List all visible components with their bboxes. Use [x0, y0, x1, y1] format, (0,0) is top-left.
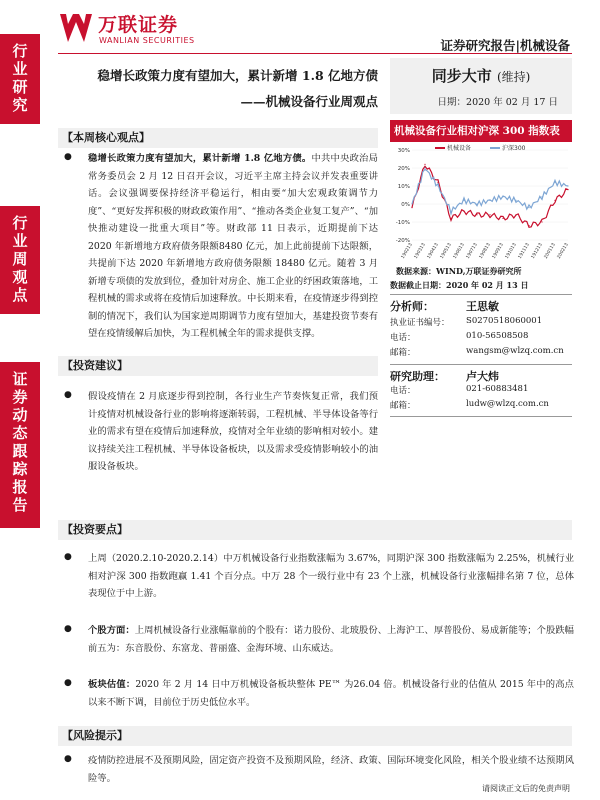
side-char: 告 — [12, 496, 28, 514]
chart-cutoff: 数据截止日期：2020 年 02 月 13 日 — [390, 280, 529, 290]
data-point — [489, 200, 490, 201]
rating-qualifier: (维持) — [496, 70, 531, 84]
points-paragraph-1: 上周（2020.2.10-2020.2.14）中万机械设备行业指数涨幅为 3.67%，同期沪深 300 指数涨幅为 2.25%，机械行业相对沪深 300 指数跑赢 1.41 个百分点。中万 28 个一级行业中有 23 个上涨，机械设备行业涨幅排名第 7 位，总体表现位于中上游。 — [88, 553, 574, 599]
divider — [390, 294, 572, 295]
side-char: 态 — [12, 424, 28, 442]
data-point — [515, 200, 516, 201]
data-point — [541, 196, 542, 197]
divider — [390, 416, 572, 417]
side-char: 业 — [12, 232, 28, 250]
email-value[interactable]: wangsm@wlzq.com.cn — [466, 346, 564, 356]
data-point — [437, 182, 438, 183]
side-char: 业 — [12, 60, 28, 78]
data-point — [463, 211, 464, 212]
section-advice-heading: 【投资建议】 — [58, 356, 378, 376]
series-line-machinery — [412, 166, 568, 227]
x-tick-label: 200213 — [556, 242, 570, 260]
x-tick-label: 191113 — [517, 242, 531, 260]
points-paragraph-3 — [88, 676, 574, 711]
x-tick-label: 191013 — [504, 242, 518, 260]
side-char: 观 — [12, 268, 28, 286]
data-point — [424, 167, 425, 168]
legend-label: 沪深300 — [502, 145, 526, 152]
bullet-icon: ● — [64, 390, 72, 400]
data-point — [502, 196, 503, 197]
email-label: 邮箱： — [390, 401, 416, 411]
x-tick-label: 190613 — [452, 242, 466, 260]
core-paragraph — [88, 150, 378, 343]
side-tab-industry-research — [0, 34, 40, 124]
series-line-csi300 — [412, 169, 568, 214]
data-point — [437, 185, 438, 186]
data-point — [554, 200, 555, 201]
chart-source: 数据来源：WIND,万联证券研究所 — [396, 266, 522, 276]
assistant-label: 研究助理： — [390, 370, 445, 383]
data-point — [424, 164, 425, 165]
data-point — [411, 207, 412, 208]
data-point — [476, 203, 477, 204]
bullet-icon: ● — [64, 754, 72, 764]
side-char: 行 — [12, 214, 28, 232]
data-point — [476, 214, 477, 215]
y-tick-label: 30% — [397, 148, 410, 154]
side-char: 踪 — [12, 460, 28, 478]
points-text-3: 2020 年 2 月 14 日中万机械设备板块整体 PE™ 为26.04 倍。机械设备行业的估值从 2015 年中的高点以来不断下调，目前位于历史低位水平。 — [88, 679, 574, 708]
x-tick-label: 190813 — [478, 242, 492, 260]
section-core-heading: 【本周核心观点】 — [58, 128, 378, 148]
logo-en-text: WANLIAN SECURITIES — [99, 36, 195, 45]
rating — [390, 65, 572, 86]
report-type: 证券研究报告|机械设备 — [440, 38, 570, 53]
risk-paragraph: 疫情防控进展不及预期风险，固定资产投资不及预期风险，经济、政策、国际环境变化风险，相关个股业绩不达预期风险等。 — [88, 755, 574, 784]
x-tick-label: 190713 — [465, 242, 479, 260]
logo-cn-text: 万联证券 — [98, 14, 179, 36]
data-point — [450, 211, 451, 212]
points-paragraph-2 — [88, 622, 574, 657]
data-point — [528, 207, 529, 208]
analyst-name: 王思敏 — [466, 300, 499, 313]
side-char: 报 — [12, 478, 28, 496]
report-date: 日期：2020 年 02 月 17 日 — [437, 97, 558, 108]
bullet-icon: ● — [64, 678, 72, 688]
divider — [390, 364, 572, 365]
tel-value: 021-60883481 — [466, 384, 529, 394]
y-tick-label: -20% — [395, 238, 410, 244]
disclaimer-note: 请阅读正文后的免责声明 — [482, 784, 570, 793]
section-points-heading: 【投资要点】 — [58, 520, 572, 540]
points-text-2: 上周机械设备行业涨幅靠前的个股有：诺力股份、北玻股份、上海沪工、厚普股份、易成新能等；个股跌幅前五为：东音股份、东富龙、普丽盛、金海环境、山东威达。 — [88, 625, 574, 654]
data-point — [541, 221, 542, 222]
side-char: 证 — [12, 370, 28, 388]
report-subtitle: ——机械设备行业周观点 — [240, 94, 378, 109]
header-rule — [58, 53, 572, 54]
tel-label: 电话： — [390, 333, 416, 343]
advice-paragraph: 假设疫情在 2 月底逐步得到控制，各行业生产节奏恢复正常，我们预计疫情对机械设备行业的影响将逐渐转弱，工程机械、半导体设备等行业的需求有望在疫情后加速释放，疫情对全年业绩的影响相对较小。建议持续关注工程机械、半导体设备板块，以及需求受疫情影响较小的油服设备板块。 — [88, 391, 378, 472]
data-point — [489, 214, 490, 215]
core-text: 中共中央政治局常务委员会 2 月 12 日召开会议，习近平主席主持会议并发表重要讲话。会议强调要保持经济平稳运行，相由要“加大宏观政策调节力度”、“更好发挥积极的财政政策作用”、“推动各类企业复工复产”、“加快推动建设一批重大项目”等。财政部 11 日表示，近期提前下达 2020 年新增地方政府债务限额8480 亿元，加上此前提前下达限额，共提前下达 2020 年新增地方政府债务限额 18480 亿元。随着 3 月新增专项债的发放到位，叠加针对房企、施工企业的纾困政策落地，工程机械的需求或将在疫情后加速释放。中长期来看，在疫情逐步得到控制的情况下，我们认为国家逆周期调节力度有望加大，基建投资节奏有望在疫情缓解后加快，为工程机械全年的需求提供支撑。 — [88, 153, 378, 339]
x-tick-label: 190513 — [439, 242, 453, 260]
bullet-icon: ● — [64, 552, 72, 562]
bullet-icon: ● — [64, 152, 72, 162]
x-tick-label: 200113 — [543, 242, 557, 260]
y-tick-label: 10% — [397, 184, 410, 190]
company-logo — [58, 8, 228, 50]
side-char: 点 — [12, 286, 28, 304]
bullet-icon: ● — [64, 624, 72, 634]
x-tick-label: 191213 — [530, 242, 544, 260]
rating-label: 同步大市 — [431, 67, 492, 85]
analyst-label: 分析师： — [390, 300, 434, 313]
side-char: 跟 — [12, 442, 28, 460]
tel-label: 电话： — [390, 386, 416, 396]
data-point — [567, 189, 568, 190]
cert-value: S0270518060001 — [466, 316, 543, 326]
side-tab-weekly-view — [0, 206, 40, 314]
wanlian-logo-icon — [58, 10, 94, 46]
y-tick-label: 0% — [401, 202, 410, 208]
side-char: 研 — [12, 78, 28, 96]
report-title: 稳增长政策力度有望加大，累计新增 1.8 亿地方债 — [97, 68, 378, 83]
core-keyword: 稳增长政策力度有望加大，累计新增 1.8 亿地方债。 — [88, 153, 312, 164]
data-point — [463, 200, 464, 201]
rating-box — [390, 58, 572, 114]
chart-title: 机械设备行业相对沪深 300 指数表 — [390, 120, 572, 142]
email-label: 邮箱： — [390, 348, 416, 358]
data-point — [528, 225, 529, 226]
data-point — [567, 185, 568, 186]
data-point — [502, 218, 503, 219]
section-risk-heading: 【风险提示】 — [58, 726, 572, 746]
points-keyword-3: 板块估值： — [88, 679, 136, 690]
data-point — [554, 182, 555, 183]
x-tick-label: 190313 — [413, 242, 427, 260]
data-point — [515, 214, 516, 215]
side-char: 周 — [12, 250, 28, 268]
tel-value: 010-56508508 — [466, 331, 529, 341]
side-char: 行 — [12, 42, 28, 60]
side-tab-tracking-report — [0, 362, 40, 528]
cert-label: 执业证书编号： — [390, 318, 450, 328]
side-char: 动 — [12, 406, 28, 424]
side-char: 券 — [12, 388, 28, 406]
x-tick-label: 190913 — [491, 242, 505, 260]
data-point — [411, 203, 412, 204]
side-char: 究 — [12, 96, 28, 114]
chart-container — [390, 142, 572, 262]
email-value[interactable]: ludw@wlzq.com.cn — [466, 399, 549, 409]
points-keyword-2: 个股方面： — [88, 625, 135, 636]
data-point — [450, 218, 451, 219]
x-tick-label: 190413 — [426, 242, 440, 260]
x-tick-label: 190213 — [400, 242, 414, 260]
y-tick-label: 20% — [397, 166, 410, 172]
y-tick-label: -10% — [395, 220, 410, 226]
legend-label: 机械设备 — [447, 145, 472, 152]
assistant-name: 卢大炜 — [466, 370, 499, 383]
relative-index-chart — [390, 142, 572, 262]
